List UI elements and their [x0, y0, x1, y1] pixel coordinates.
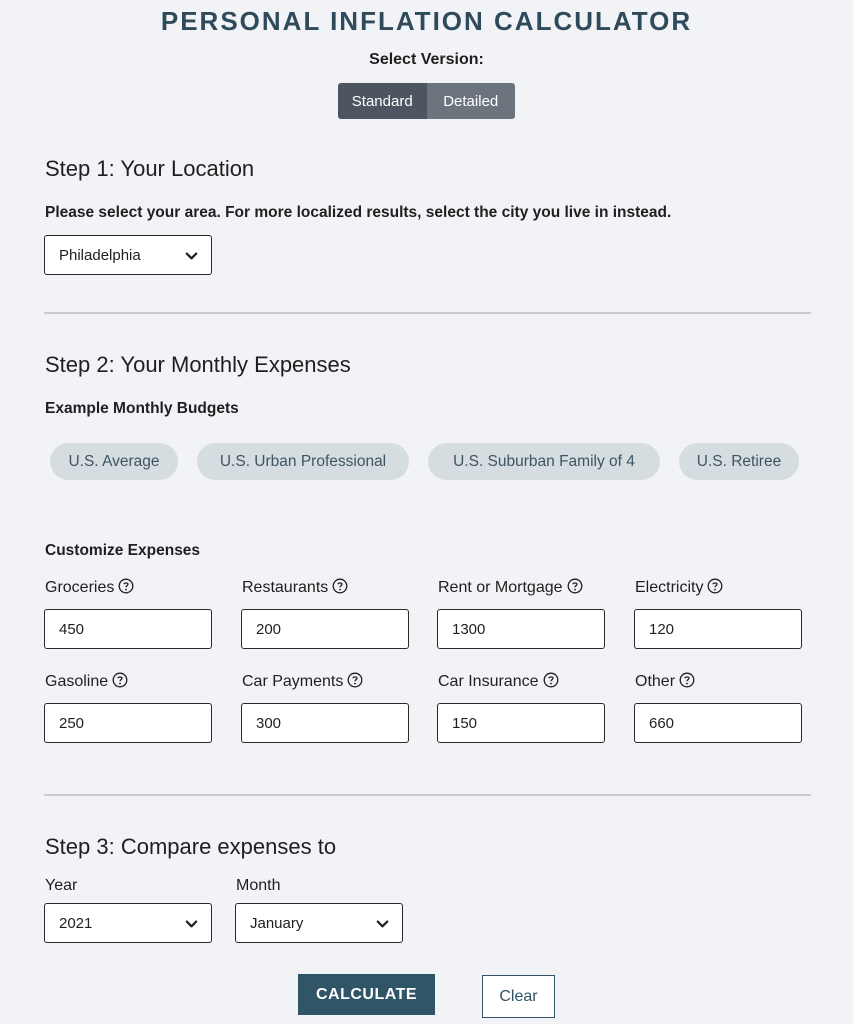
- section-divider: [44, 794, 811, 796]
- chevron-down-icon: [375, 916, 390, 931]
- rent-mortgage-label-text: Rent or Mortgage: [438, 579, 563, 596]
- electricity-label-text: Electricity: [635, 579, 704, 596]
- car-insurance-label: [438, 673, 559, 691]
- other-input[interactable]: [634, 703, 802, 743]
- rent-mortgage-input[interactable]: [437, 609, 605, 649]
- other-label: [635, 673, 695, 691]
- page-title: PERSONAL INFLATION CALCULATOR: [160, 6, 693, 36]
- restaurants-label-text: Restaurants: [242, 579, 329, 596]
- electricity-label: [635, 579, 723, 597]
- gasoline-label-text: Gasoline: [45, 673, 109, 690]
- step1-heading: Step 1: Your Location: [45, 156, 255, 181]
- car-payments-label-text: Car Payments: [242, 673, 344, 690]
- question-circle-icon[interactable]: [347, 672, 363, 688]
- question-circle-icon[interactable]: [679, 672, 695, 688]
- location-select[interactable]: [44, 235, 212, 275]
- example-budgets-label: Example Monthly Budgets: [45, 400, 239, 417]
- car-payments-label: [242, 673, 363, 691]
- customize-expenses-label: Customize Expenses: [45, 542, 201, 559]
- month-select-value: January: [250, 914, 304, 932]
- restaurants-input[interactable]: [241, 609, 409, 649]
- year-select[interactable]: [44, 903, 212, 943]
- car-insurance-label-text: Car Insurance: [438, 673, 539, 690]
- groceries-label: [45, 579, 134, 597]
- section-divider: [44, 312, 811, 314]
- question-circle-icon[interactable]: [118, 578, 134, 594]
- chevron-down-icon: [184, 916, 199, 931]
- budget-us-average-button[interactable]: U.S. Average: [50, 443, 178, 480]
- restaurants-label: [242, 579, 348, 597]
- question-circle-icon[interactable]: [567, 578, 583, 594]
- car-payments-input[interactable]: [241, 703, 409, 743]
- month-label: Month: [236, 877, 281, 894]
- location-select-value: Philadelphia: [59, 246, 141, 264]
- version-detailed-button[interactable]: Detailed: [427, 83, 516, 119]
- electricity-input[interactable]: [634, 609, 802, 649]
- year-select-value: 2021: [59, 914, 93, 932]
- groceries-input[interactable]: [44, 609, 212, 649]
- version-standard-button[interactable]: Standard: [338, 83, 427, 119]
- budget-urban-professional-button[interactable]: U.S. Urban Professional: [197, 443, 409, 480]
- gasoline-input[interactable]: [44, 703, 212, 743]
- month-select[interactable]: [235, 903, 403, 943]
- step2-heading: Step 2: Your Monthly Expenses: [45, 352, 351, 377]
- select-version-label: Select Version:: [369, 51, 484, 68]
- groceries-label-text: Groceries: [45, 579, 115, 596]
- question-circle-icon[interactable]: [543, 672, 559, 688]
- question-circle-icon[interactable]: [707, 578, 723, 594]
- step3-heading: Step 3: Compare expenses to: [45, 834, 337, 859]
- rent-mortgage-label: [438, 579, 583, 597]
- location-instruction: Please select your area. For more localized results, select the city you live in instead.: [45, 204, 672, 221]
- gasoline-label: [45, 673, 128, 691]
- calculate-button[interactable]: CALCULATE: [298, 974, 435, 1015]
- clear-button[interactable]: Clear: [482, 975, 555, 1018]
- question-circle-icon[interactable]: [112, 672, 128, 688]
- car-insurance-input[interactable]: [437, 703, 605, 743]
- version-toggle: [338, 83, 515, 119]
- budget-suburban-family-button[interactable]: U.S. Suburban Family of 4: [428, 443, 660, 480]
- question-circle-icon[interactable]: [332, 578, 348, 594]
- chevron-down-icon: [184, 248, 199, 263]
- other-label-text: Other: [635, 673, 676, 690]
- budget-retiree-button[interactable]: U.S. Retiree: [679, 443, 799, 480]
- year-label: Year: [45, 877, 78, 894]
